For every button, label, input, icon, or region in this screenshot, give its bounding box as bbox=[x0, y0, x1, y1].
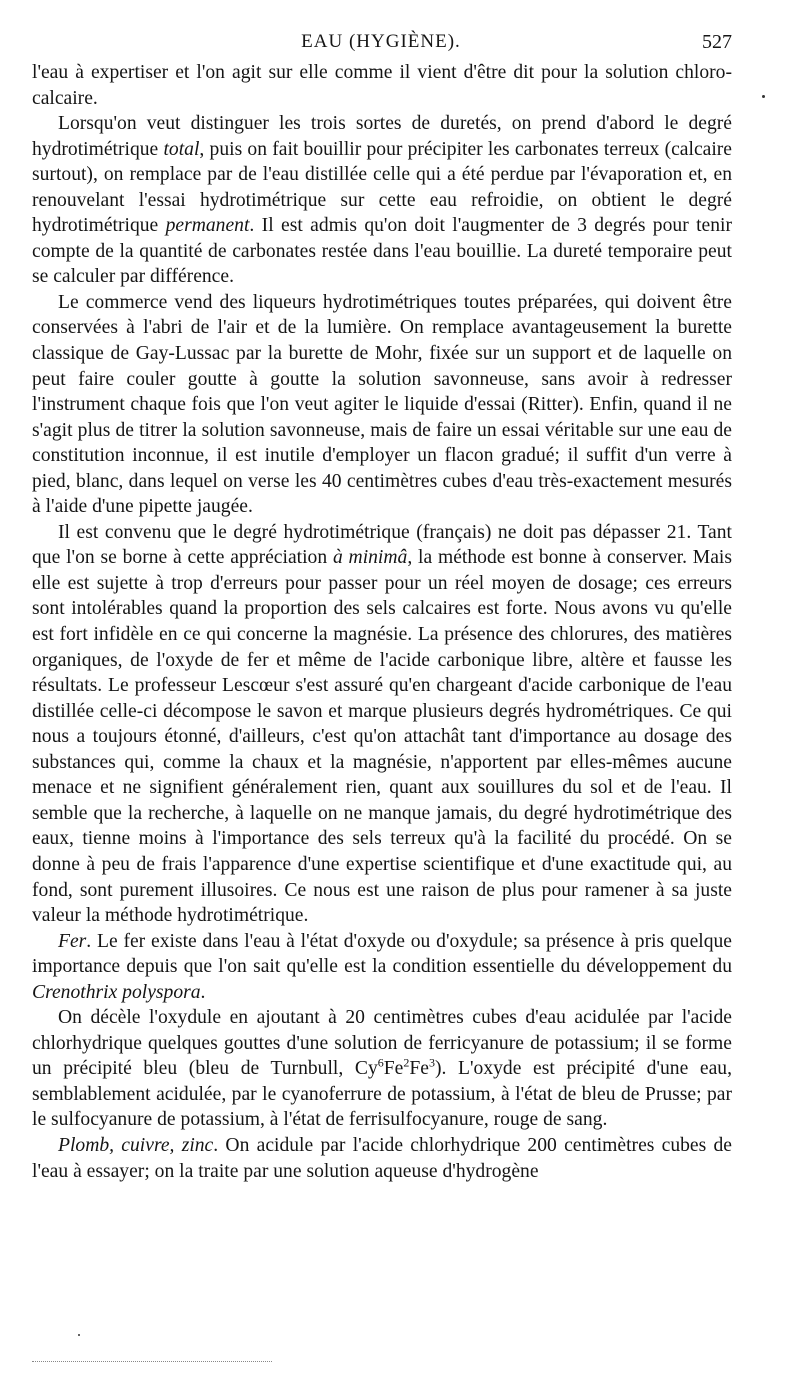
text-segment: Lorsqu'on veut distinguer les trois sortes de duretés, on prend d'abord le degré hydrotimétrique bbox=[32, 113, 732, 160]
text-segment: . bbox=[200, 981, 206, 1003]
text-segment: Le commerce vend des liqueurs hydrotimétriques toutes préparées, qui doivent être conservées à l'abri de l'air et de la lumière. On remplace avantageusement la burette classique de Gay-Lussac par la burette de Mohr, fixée sur un support et de laquelle on peut faire couler goutte à goutte la solution savonneuse, sans avoir à redresser l'instrument chaque fois que l'on veut agiter le liquide d'essai (Ritter). Enfin, quand il ne s'agit plus de titrer la solution savonneuse, mais de faire un essai véritable sur une eau de constitution inconnue, il est inutile d'employer un flacon gradué; il suffit d'un verre à pied, blanc, dans lequel on verse les 40 centimètres cubes d'eau très-exactement mesurés à l'aide d'une pipette jaugée. bbox=[32, 291, 732, 518]
paragraph-p5 bbox=[32, 929, 732, 1006]
page-number: 527 bbox=[702, 31, 732, 53]
text-segment: On décèle l'oxydule en ajoutant à 20 centimètres cubes d'eau acidulée par l'acide chlorhydrique quelques gouttes d'une solution de ferricyanure de potassium; il se forme un précipité bleu (bleu de Turnbull, Cy bbox=[32, 1007, 732, 1080]
footer-rule bbox=[32, 1361, 272, 1362]
italic-text: Plomb, cuivre, zinc bbox=[58, 1134, 214, 1156]
text-segment: . Il est admis qu'on doit l'augmenter de 3 degrés pour tenir compte de la quantité de carbonates restée dans l'eau bouillie. La dureté temporaire peut se calculer par différence. bbox=[32, 215, 732, 288]
paragraph-p4 bbox=[32, 520, 732, 929]
superscript: 6 bbox=[377, 1055, 384, 1070]
running-head: EAU (HYGIÈNE). bbox=[301, 31, 461, 52]
paragraph-p2 bbox=[32, 111, 732, 290]
paragraph-p7 bbox=[32, 1133, 732, 1184]
text-segment: . On acidule par l'acide chlorhydrique 200 centimètres cubes de l'eau à essayer; on la traite par une solution aqueuse d'hydrogène bbox=[32, 1134, 732, 1182]
text-segment: l'eau à expertiser et l'on agit sur elle comme il vient d'être dit pour la solution chloro-calcaire. bbox=[32, 62, 732, 109]
superscript: 3 bbox=[428, 1055, 435, 1070]
paragraph-p1 bbox=[32, 60, 732, 111]
italic-text: total bbox=[163, 138, 200, 160]
body-text bbox=[32, 60, 732, 1184]
text-segment: Fe bbox=[383, 1058, 404, 1080]
text-segment: . Le fer existe dans l'eau à l'état d'oxyde ou d'oxydule; sa présence à pris quelque importance depuis que l'on sait qu'elle est la condition essentielle du développement du bbox=[32, 930, 732, 978]
margin-speck bbox=[762, 95, 765, 98]
paragraph-p6 bbox=[32, 1005, 732, 1133]
text-segment: Fe bbox=[409, 1058, 429, 1080]
italic-text: permanent bbox=[165, 215, 250, 237]
paragraph-p3 bbox=[32, 290, 732, 520]
text-segment: Il est convenu que le degré hydrotimétrique (français) ne doit pas dépasser 21. Tant que l'on se borne à cette appréciation bbox=[32, 521, 732, 569]
page-header bbox=[30, 31, 732, 55]
italic-text: Fer bbox=[58, 930, 87, 952]
text-segment: ). L'oxyde est précipité d'une eau, semblablement acidulée, par le cyanoferrure de potassium, à l'état de bleu de Prusse; par le sulfocyanure de potassium, à l'état de ferrisulfocyanure, rouge de sang. bbox=[32, 1058, 733, 1131]
italic-text: Crenothrix polyspora bbox=[32, 981, 201, 1003]
margin-speck bbox=[78, 1334, 80, 1336]
text-segment: , la méthode est bonne à conserver. Mais elle est sujette à trop d'erreurs pour passer pour un réel moyen de dosage; ces erreurs sont intolérables quand la proportion des sels calcaires est forte. Nous avons vu qu'elle est fort infidèle en ce qui concerne la magnésie. La présence des chlorures, des matières organiques, de l'oxyde de fer et même de l'acide carbonique libre, altère et fausse les résultats. Le professeur Lescœur s'est assuré qu'en chargeant d'acide carbonique de l'eau distillée celle-ci décompose le savon et marque plusieurs degrés hydrométriques. Ce qui nous a toujours étonné, d'ailleurs, c'est qu'on attachât tant d'importance au dosage des substances qui, comme la chaux et la magnésie, n'apportent par elles-mêmes aucune menace et ne signifient généralement rien, quant aux souillures du sol et de l'eau. Il semble que la recherche, à laquelle on ne manque jamais, du degré hydrotimétrique des eaux, tienne moins à l'importance des sels terreux qu'à la facilité du procédé. On se donne à peu de frais l'apparence d'une expertise scientifique et d'une exactitude qui, au fond, sont purement illusoires. Ce nous est une raison de plus pour ramener à sa juste valeur la méthode hydrotimétrique. bbox=[32, 547, 732, 927]
italic-text: à minimâ bbox=[332, 547, 408, 569]
text-segment: , puis on fait bouillir pour précipiter les carbonates terreux (calcaire surtout), on remplace par de l'eau distillée celle qui a été perdue par l'évaporation et, en renouvelant l'essai hydrotimétrique sur cette eau refroidie, on obtient le degré hydrotimétrique bbox=[32, 138, 733, 237]
superscript: 2 bbox=[403, 1055, 410, 1070]
